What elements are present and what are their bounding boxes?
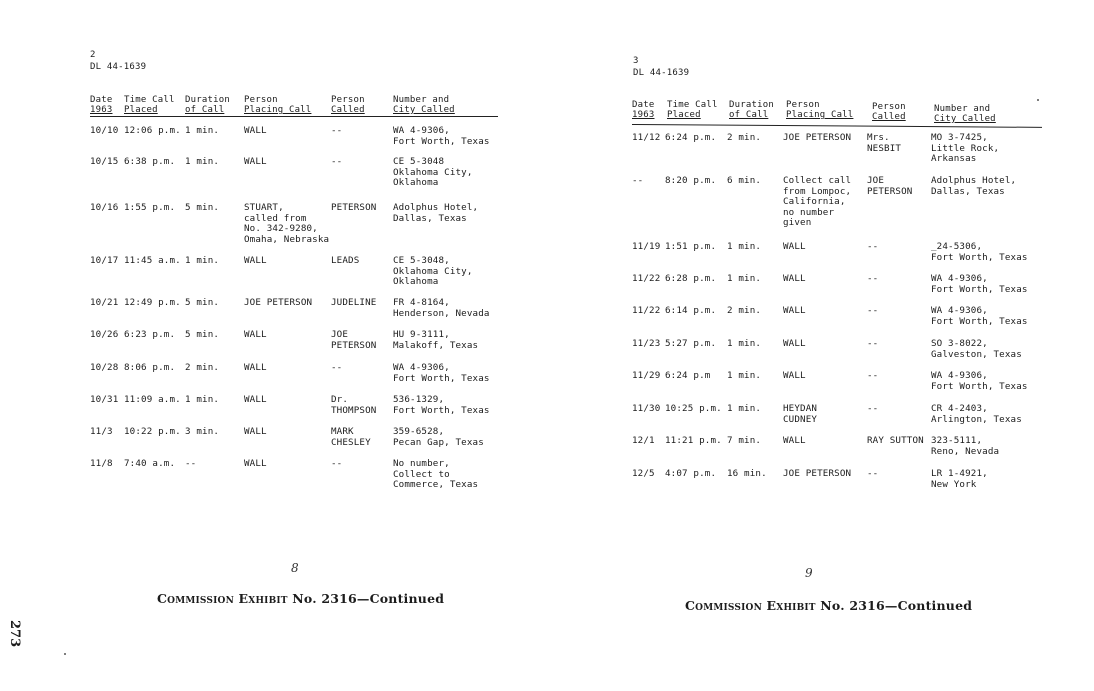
cell-number: FR 4-8164, Henderson, Nevada	[393, 297, 490, 319]
cell-duration: 16 min.	[727, 468, 767, 479]
header-number: Number and City Called	[393, 95, 455, 115]
cell-number: WA 4-9306, Fort Worth, Texas	[393, 362, 490, 384]
cell-time: 4:07 p.m.	[665, 468, 717, 479]
header-time: Time Call Placed	[667, 100, 718, 120]
header-duration: Duration of Call	[185, 95, 230, 115]
cell-number: Adolphus Hotel, Dallas, Texas	[931, 175, 1017, 197]
cell-number: WA 4-9306, Fort Worth, Texas	[931, 305, 1028, 327]
cell-placing: Collect call from Lompoc, California, no number given	[783, 175, 852, 229]
scan-speck	[64, 653, 66, 655]
cell-duration: 5 min.	[185, 202, 220, 213]
cell-duration: 2 min.	[185, 362, 220, 373]
cell-placing: WALL	[244, 362, 267, 373]
cell-called: JOE PETERSON	[331, 329, 377, 351]
cell-time: 11:45 a.m.	[124, 255, 181, 266]
cell-number: Adolphus Hotel, Dallas, Texas	[393, 202, 479, 224]
scan-speck	[1037, 99, 1039, 101]
cell-time: 12:49 p.m.	[124, 297, 181, 308]
cell-date: 11/23	[632, 338, 661, 349]
cell-duration: 6 min.	[727, 175, 762, 186]
cell-duration: --	[185, 458, 197, 469]
cell-date: 10/26	[90, 329, 119, 340]
cell-placing: WALL	[783, 273, 806, 284]
cell-date: 12/1	[632, 435, 655, 446]
cell-placing: WALL	[783, 370, 806, 381]
cell-called: --	[867, 468, 879, 479]
cell-number: 536-1329, Fort Worth, Texas	[393, 394, 490, 416]
header-called: Person Called	[331, 95, 365, 115]
cell-placing: JOE PETERSON	[783, 132, 852, 143]
cell-duration: 5 min.	[185, 329, 220, 340]
cell-time: 12:06 p.m.	[124, 125, 181, 136]
cell-date: 10/28	[90, 362, 119, 373]
cell-duration: 1 min.	[727, 370, 762, 381]
cell-called: JUDELINE	[331, 297, 377, 308]
cell-time: 5:27 p.m.	[665, 338, 717, 349]
cell-called: --	[867, 338, 879, 349]
page-number: 3	[633, 56, 639, 66]
cell-called: --	[867, 241, 879, 252]
file-number: DL 44-1639	[633, 68, 690, 78]
cell-placing: WALL	[244, 329, 267, 340]
cell-called: --	[867, 403, 879, 414]
cell-date: 11/29	[632, 370, 661, 381]
cell-called: --	[867, 305, 879, 316]
cell-time: 1:55 p.m.	[124, 202, 176, 213]
cell-number: HU 9-3111, Malakoff, Texas	[393, 329, 479, 351]
header-date: Date 1963	[632, 100, 655, 120]
cell-time: 10:25 p.m.	[665, 403, 722, 414]
cell-time: 6:14 p.m.	[665, 305, 717, 316]
cell-time: 6:24 p.m.	[665, 132, 717, 143]
cell-placing: JOE PETERSON	[244, 297, 313, 308]
cell-time: 6:24 p.m	[665, 370, 711, 381]
cell-time: 8:20 p.m.	[665, 175, 717, 186]
cell-duration: 1 min.	[727, 273, 762, 284]
page-number: 2	[90, 50, 96, 60]
cell-duration: 7 min.	[727, 435, 762, 446]
cell-date: 11/30	[632, 403, 661, 414]
cell-date: 11/3	[90, 426, 113, 437]
cell-number: CE 5-3048, Oklahoma City, Oklahoma	[393, 255, 473, 288]
cell-time: 7:40 a.m.	[124, 458, 176, 469]
handwritten-page-number: 8	[291, 561, 299, 575]
cell-date: 10/17	[90, 255, 119, 266]
cell-called: --	[331, 125, 343, 136]
cell-duration: 1 min.	[727, 338, 762, 349]
cell-date: 12/5	[632, 468, 655, 479]
cell-number: 359-6528, Pecan Gap, Texas	[393, 426, 484, 448]
cell-called: PETERSON	[331, 202, 377, 213]
cell-called: --	[331, 362, 343, 373]
header-placing: Person Placing Call	[786, 100, 854, 120]
cell-duration: 1 min.	[185, 125, 220, 136]
cell-date: 11/22	[632, 273, 661, 284]
cell-duration: 1 min.	[185, 394, 220, 405]
cell-number: LR 1-4921, New York	[931, 468, 988, 490]
cell-placing: WALL	[244, 255, 267, 266]
header-duration: Duration of Call	[729, 100, 774, 120]
cell-duration: 1 min.	[185, 255, 220, 266]
header-placing: Person Placing Call	[244, 95, 312, 115]
cell-placing: WALL	[244, 394, 267, 405]
header-rule	[632, 124, 1042, 128]
cell-called: Dr. THOMPSON	[331, 394, 377, 416]
cell-time: 11:21 p.m.	[665, 435, 722, 446]
cell-number: WA 4-9306, Fort Worth, Texas	[931, 370, 1028, 392]
cell-called: JOE PETERSON	[867, 175, 913, 197]
cell-placing: HEYDAN CUDNEY	[783, 403, 818, 425]
cell-number: CR 4-2403, Arlington, Texas	[931, 403, 1022, 425]
cell-duration: 1 min.	[727, 241, 762, 252]
file-number: DL 44-1639	[90, 62, 147, 72]
cell-time: 6:23 p.m.	[124, 329, 176, 340]
cell-called: MARK CHESLEY	[331, 426, 371, 448]
margin-page-number: 273	[7, 620, 22, 648]
cell-date: 11/22	[632, 305, 661, 316]
cell-placing: JOE PETERSON	[783, 468, 852, 479]
cell-placing: STUART, called from No. 342-9280, Omaha, Nebraska	[244, 202, 330, 245]
cell-placing: WALL	[783, 435, 806, 446]
cell-date: 10/31	[90, 394, 119, 405]
cell-number: SO 3-8022, Galveston, Texas	[931, 338, 1022, 360]
cell-number: CE 5-3048 Oklahoma City, Oklahoma	[393, 156, 473, 189]
cell-called: --	[867, 273, 879, 284]
cell-date: 11/19	[632, 241, 661, 252]
cell-date: 11/12	[632, 132, 661, 143]
cell-duration: 2 min.	[727, 305, 762, 316]
exhibit-caption: Commission Exhibit No. 2316—Continued	[685, 598, 973, 613]
cell-number: WA 4-9306, Fort Worth, Texas	[393, 125, 490, 147]
cell-called: Mrs. NESBIT	[867, 132, 902, 154]
cell-placing: WALL	[244, 156, 267, 167]
right-page	[547, 0, 1094, 691]
cell-duration: 1 min.	[727, 403, 762, 414]
cell-date: 10/16	[90, 202, 119, 213]
cell-called: LEADS	[331, 255, 360, 266]
cell-duration: 5 min.	[185, 297, 220, 308]
cell-time: 6:38 p.m.	[124, 156, 176, 167]
cell-called: RAY SUTTON	[867, 435, 924, 446]
cell-placing: WALL	[244, 458, 267, 469]
header-rule	[90, 116, 498, 117]
cell-duration: 3 min.	[185, 426, 220, 437]
cell-placing: WALL	[783, 241, 806, 252]
header-number: Number and City Called	[934, 104, 996, 124]
cell-time: 8:06 p.m.	[124, 362, 176, 373]
cell-number: 323-5111, Reno, Nevada	[931, 435, 1000, 457]
header-called: Person Called	[872, 102, 906, 122]
cell-number: MO 3-7425, Little Rock, Arkansas	[931, 132, 1000, 165]
cell-date: 10/21	[90, 297, 119, 308]
cell-date: 11/8	[90, 458, 113, 469]
cell-time: 10:22 p.m.	[124, 426, 181, 437]
exhibit-caption: Commission Exhibit No. 2316—Continued	[157, 591, 445, 606]
header-date: Date 1963	[90, 95, 113, 115]
header-time: Time Call Placed	[124, 95, 175, 115]
cell-date: 10/15	[90, 156, 119, 167]
cell-called: --	[867, 370, 879, 381]
cell-placing: WALL	[244, 426, 267, 437]
cell-number: WA 4-9306, Fort Worth, Texas	[931, 273, 1028, 295]
cell-placing: WALL	[783, 305, 806, 316]
cell-time: 1:51 p.m.	[665, 241, 717, 252]
cell-called: --	[331, 156, 343, 167]
cell-number: _24-5306, Fort Worth, Texas	[931, 241, 1028, 263]
cell-called: --	[331, 458, 343, 469]
cell-date: --	[632, 175, 644, 186]
handwritten-page-number: 9	[805, 566, 813, 580]
cell-number: No number, Collect to Commerce, Texas	[393, 458, 479, 491]
cell-duration: 2 min.	[727, 132, 762, 143]
cell-placing: WALL	[244, 125, 267, 136]
cell-date: 10/10	[90, 125, 119, 136]
cell-duration: 1 min.	[185, 156, 220, 167]
cell-placing: WALL	[783, 338, 806, 349]
cell-time: 11:09 a.m.	[124, 394, 181, 405]
cell-time: 6:28 p.m.	[665, 273, 717, 284]
